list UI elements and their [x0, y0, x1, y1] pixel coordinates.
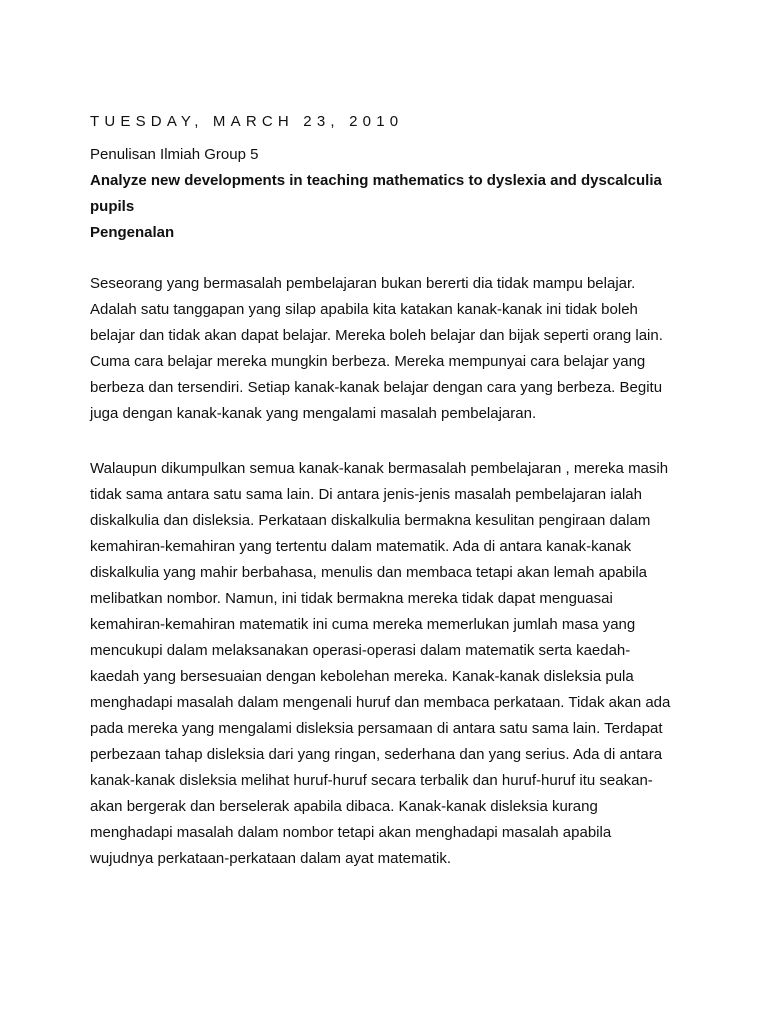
paragraph-line: juga dengan kanak-kanak yang mengalami masalah pembelajaran. [90, 405, 537, 422]
paragraph-line: diskalkulia yang mahir berbahasa, menulis dan membaca tetapi akan lemah apabila [90, 564, 647, 581]
title-line-1: Analyze new developments in teaching mathematics to dyslexia and dyscalculia [90, 172, 662, 189]
paragraph-line: mencukupi dalam melaksanakan operasi-operasi dalam matematik serta kaedah- [90, 642, 631, 659]
paragraph-line: Cuma cara belajar mereka mungkin berbeza. Mereka mempunyai cara belajar yang [90, 353, 646, 370]
post-date: TUESDAY, MARCH 23, 2010 [90, 113, 404, 130]
paragraph-line: melibatkan nombor. Namun, ini tidak bermakna mereka tidak dapat menguasai [90, 590, 613, 607]
paragraph-line: belajar dan tidak akan dapat belajar. Mereka boleh belajar dan bijak seperti orang lain. [90, 327, 663, 344]
paragraph-line: wujudnya perkataan-perkataan dalam ayat matematik. [90, 850, 452, 867]
title-line-2: pupils [90, 198, 135, 215]
paragraph-line: pada mereka yang mengalami disleksia persamaan di antara satu sama lain. Terdapat [90, 720, 663, 737]
paragraph-1 [90, 271, 663, 427]
paragraph-line: kanak-kanak disleksia melihat huruf-huruf secara terbalik dan huruf-huruf itu seakan- [90, 772, 653, 789]
section-heading: Pengenalan [90, 224, 175, 241]
paragraph-line: kemahiran-kemahiran yang tertentu dalam matematik. Ada di antara kanak-kanak [90, 538, 632, 555]
paragraph-line: Walaupun dikumpulkan semua kanak-kanak bermasalah pembelajaran , mereka masih [90, 460, 669, 477]
paragraph-line: tidak sama antara satu sama lain. Di antara jenis-jenis masalah pembelajaran ialah [90, 486, 642, 503]
paragraph-line: diskalkulia dan disleksia. Perkataan diskalkulia bermakna kesulitan pengiraan dalam [90, 512, 651, 529]
paragraph-line: akan bergerak dan berselerak apabila dibaca. Kanak-kanak disleksia kurang [90, 798, 598, 815]
paragraph-line: Seseorang yang bermasalah pembelajaran bukan bererti dia tidak mampu belajar. [90, 275, 636, 292]
paragraph-line: kemahiran-kemahiran matematik ini cuma mereka memerlukan jumlah masa yang [90, 616, 636, 633]
paragraph-2 [90, 456, 670, 872]
paragraph-line: menghadapi masalah dalam mengenali huruf dan membaca perkataan. Tidak akan ada [90, 694, 671, 711]
paragraph-line: menghadapi masalah dalam nombor tetapi akan menghadapi masalah apabila [90, 824, 612, 841]
paragraph-line: Adalah satu tanggapan yang silap apabila kita katakan kanak-kanak ini tidak boleh [90, 301, 638, 318]
post-subtitle: Penulisan Ilmiah Group 5 [90, 146, 259, 163]
paragraph-line: berbeza dan tersendiri. Setiap kanak-kanak belajar dengan cara yang berbeza. Begitu [90, 379, 663, 396]
paragraph-line: perbezaan tahap disleksia dari yang ringan, sederhana dan yang serius. Ada di antara [90, 746, 663, 763]
paragraph-line: kaedah yang bersesuaian dengan kebolehan mereka. Kanak-kanak disleksia pula [90, 668, 634, 685]
